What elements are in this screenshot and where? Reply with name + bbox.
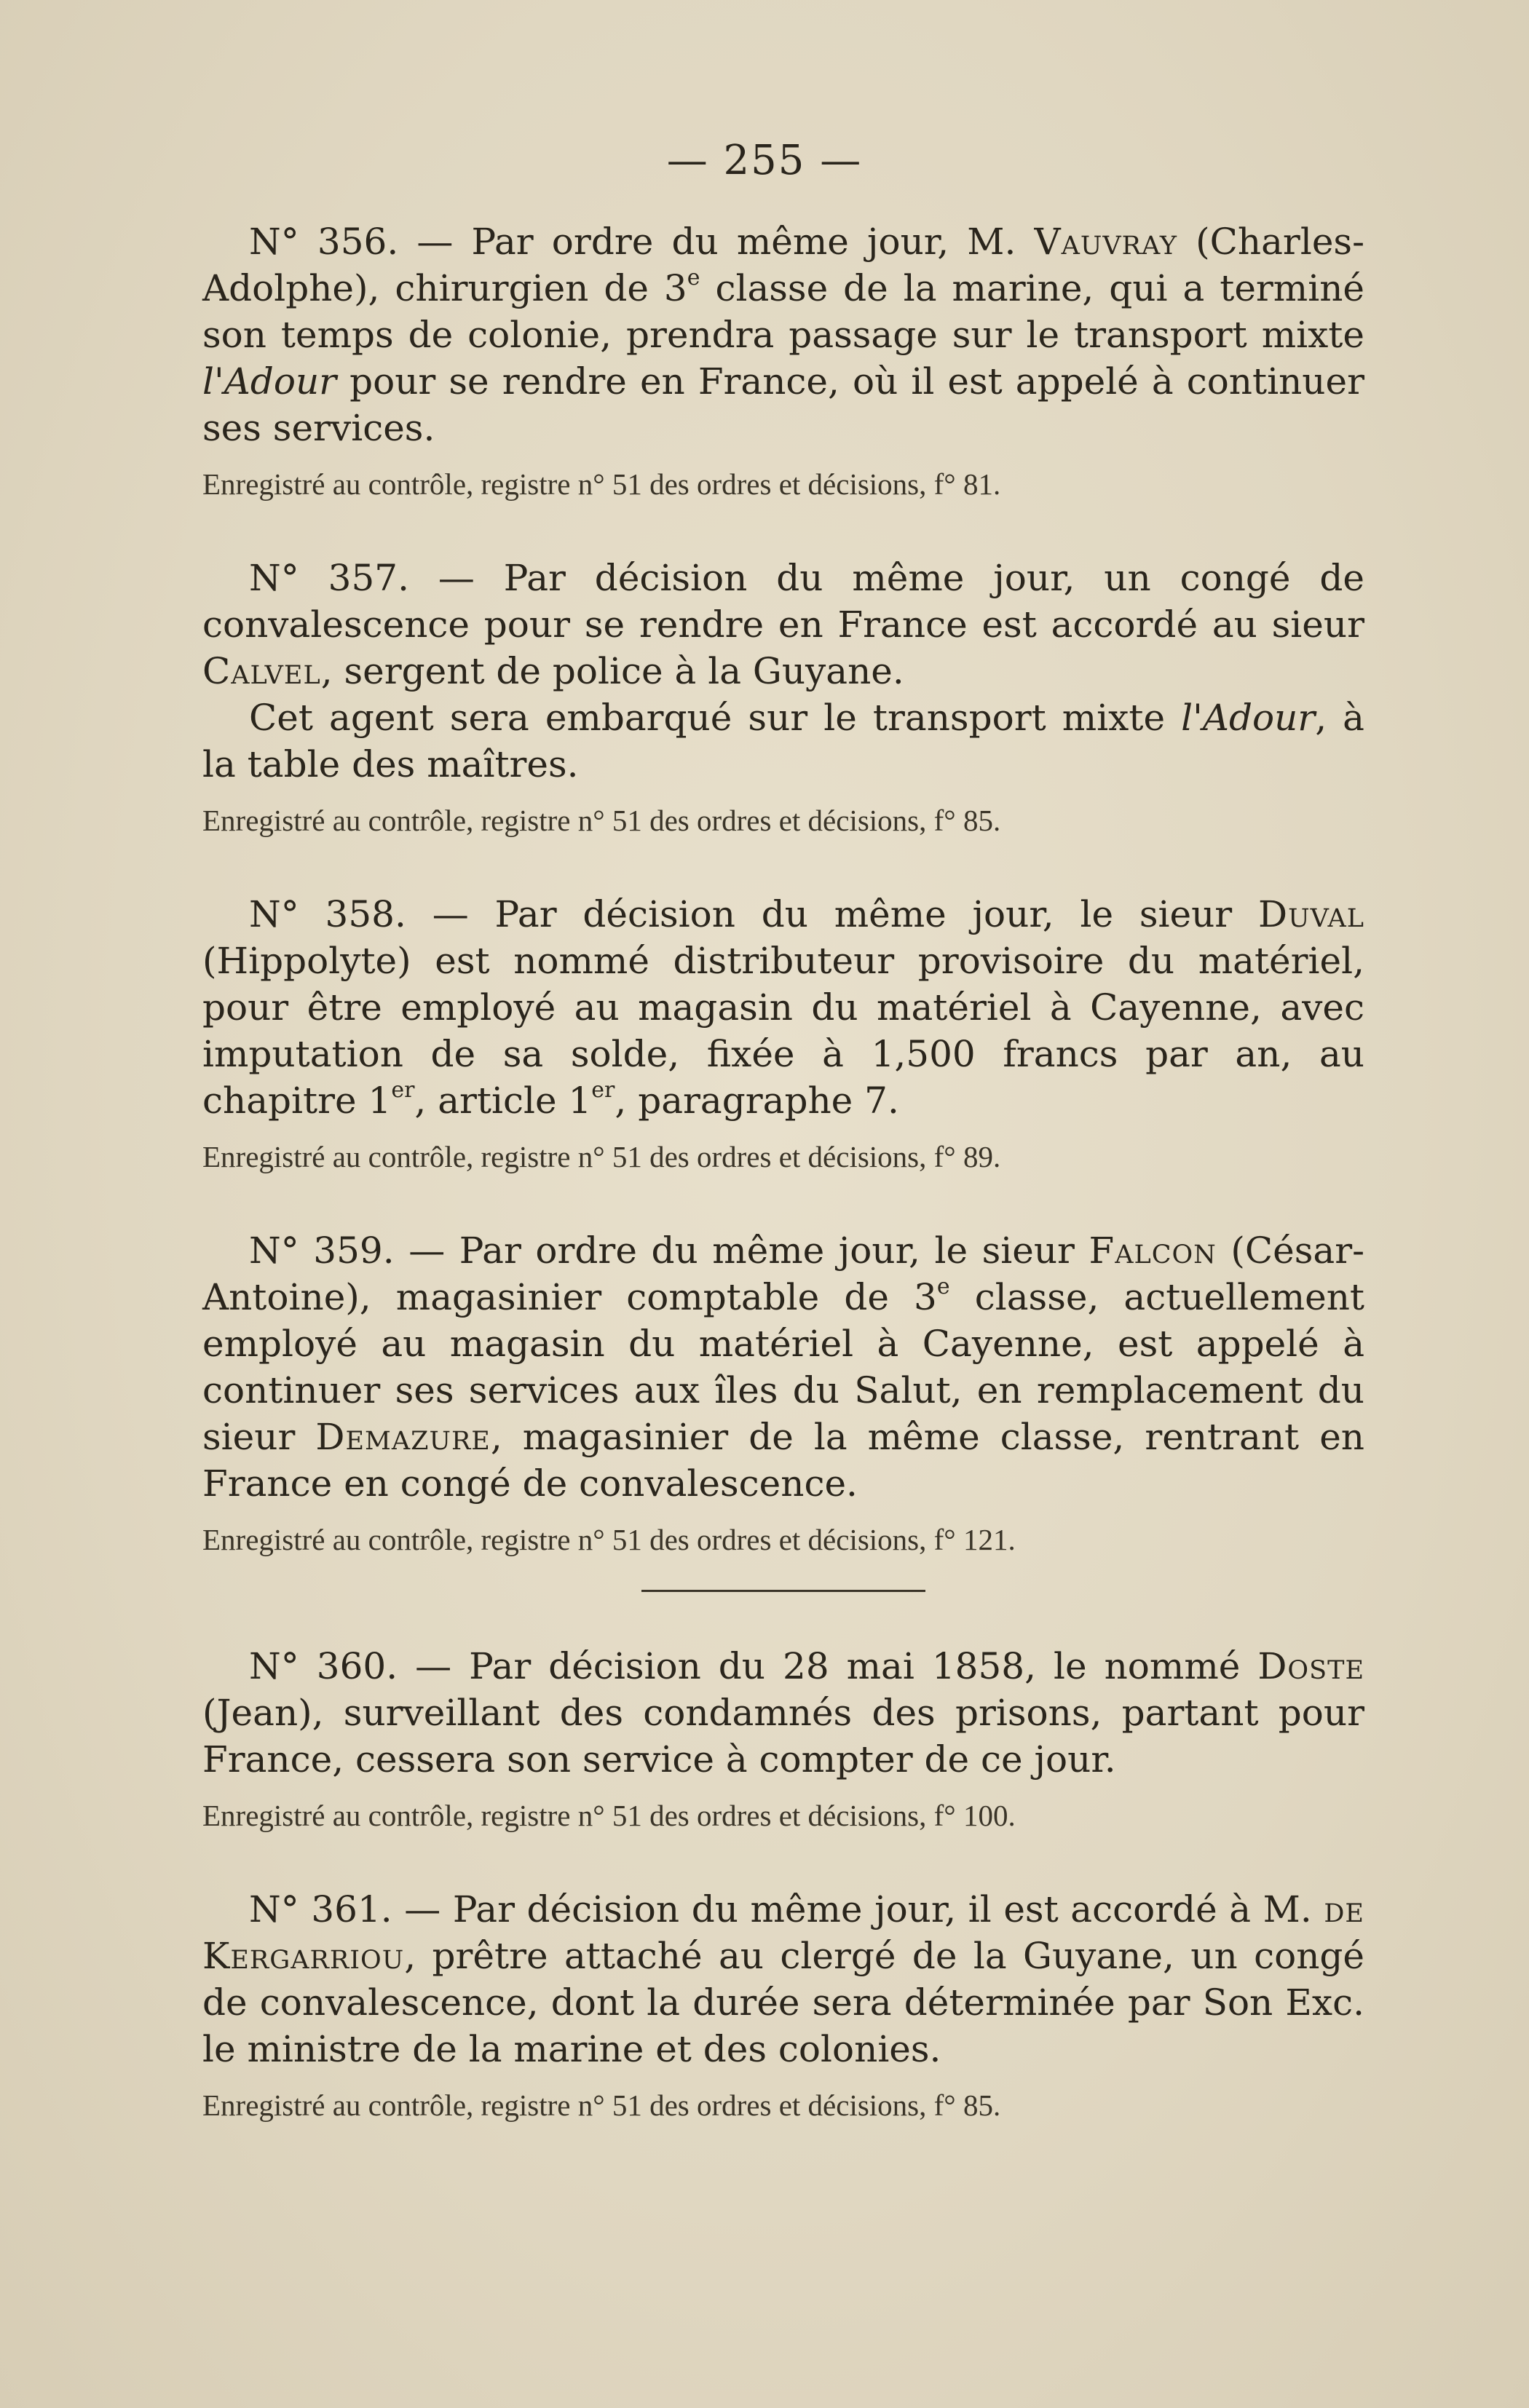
- entries-container: [202, 218, 1364, 2176]
- person-name: Doste: [1257, 1645, 1364, 1687]
- superscript-text: e: [936, 1274, 950, 1300]
- entry-dash: —: [398, 1645, 470, 1687]
- text-run: , à la table des maîtres.: [202, 697, 1364, 785]
- person-name: de Kergarriou: [202, 1888, 1364, 1977]
- entry-359: [202, 1227, 1364, 1561]
- entry-dash: —: [392, 1888, 453, 1930]
- entry-text: [202, 891, 1364, 1124]
- text-run: , article 1: [414, 1080, 592, 1122]
- text-run: Par ordre du même jour, le sieur: [459, 1229, 1089, 1272]
- entry-number: N° 356.: [249, 221, 399, 263]
- text-run: classe, actuellement employé au magasin du matériel à Cayenne, est appelé à continuer ses services aux îles du Salut, en remplacement du sieur: [202, 1276, 1365, 1458]
- ship-name: l'Adour: [202, 360, 337, 403]
- text-run: Par décision du même jour, un congé de convalescence pour se rendre en France est accordé au sieur: [202, 557, 1364, 646]
- text-run: classe de la marine, qui a terminé son temps de colonie, prendra passage sur le transport mixte: [202, 267, 1364, 356]
- entry-number: N° 361.: [249, 1888, 392, 1930]
- entry-text: [202, 1886, 1364, 2072]
- entry-357: [202, 555, 1364, 841]
- text-run: Cet agent sera embarqué sur le transport mixte: [249, 697, 1182, 739]
- entry-dash: —: [408, 557, 504, 599]
- text-run: (César-Antoine), magasinier comptable de 3: [202, 1229, 1364, 1318]
- entry-runs: [202, 697, 1364, 785]
- entry-continuation: [202, 694, 1364, 788]
- entry-dash: —: [398, 221, 472, 263]
- text-run: , prêtre attaché au clergé de la Guyane, un congé de convalescence, dont la durée sera déterminée par Son Exc. le ministre de la marine et des colonies.: [202, 1935, 1364, 2070]
- entry-361: [202, 1886, 1364, 2126]
- text-run: Par décision du 28 mai 1858, le nommé: [469, 1645, 1258, 1687]
- person-name: Falcon: [1089, 1229, 1217, 1272]
- entry-text: [202, 218, 1364, 451]
- text-run: (Hippolyte) est nommé distributeur provisoire du matériel, pour être employé au magasin du matériel à Cayenne, avec imputation de sa solde, fixée à 1,500 francs par an, au chapitre 1: [202, 940, 1364, 1122]
- person-name: Demazure: [315, 1416, 491, 1458]
- entry-number: N° 359.: [249, 1229, 395, 1272]
- entry-358: [202, 891, 1364, 1178]
- entry-text: [202, 1227, 1364, 1507]
- entry-number: N° 358.: [249, 893, 406, 935]
- person-name: Calvel: [202, 650, 321, 692]
- entry-dash: —: [394, 1229, 459, 1272]
- entry-number: N° 357.: [249, 557, 409, 599]
- superscript-text: er: [591, 1077, 615, 1104]
- text-run: Par décision du même jour, le sieur: [494, 893, 1258, 935]
- registration-note: Enregistré au contrôle, registre n° 51 des ordres et décisions, f° 81.: [202, 467, 1001, 501]
- page-number: — 255 —: [666, 137, 863, 184]
- registration-note: Enregistré au contrôle, registre n° 51 des ordres et décisions, f° 100.: [202, 1799, 1016, 1832]
- entry-text: [202, 555, 1364, 694]
- ship-name: l'Adour: [1181, 697, 1316, 739]
- registration-note: Enregistré au contrôle, registre n° 51 des ordres et décisions, f° 89.: [202, 1140, 1001, 1173]
- registration-note: Enregistré au contrôle, registre n° 51 des ordres et décisions, f° 121.: [202, 1523, 1016, 1556]
- section-divider: [641, 1590, 925, 1592]
- entry-number: N° 360.: [249, 1645, 398, 1687]
- registration-note: Enregistré au contrôle, registre n° 51 des ordres et décisions, f° 85.: [202, 804, 1001, 837]
- person-name: Vauvray: [1034, 221, 1177, 263]
- entry-dash: —: [406, 893, 495, 935]
- entry-360: [202, 1643, 1364, 1837]
- text-run: , magasinier de la même classe, rentrant en France en congé de convalescence.: [202, 1416, 1364, 1505]
- text-run: pour se rendre en France, où il est appelé à continuer ses services.: [202, 360, 1364, 449]
- text-run: Par décision du même jour, il est accordé à M.: [452, 1888, 1324, 1930]
- text-run: , paragraphe 7.: [615, 1080, 899, 1122]
- person-name: Duval: [1258, 893, 1365, 935]
- text-run: (Jean), surveillant des condamnés des prisons, partant pour France, cessera son service à compter de ce jour.: [202, 1692, 1364, 1781]
- text-run: (Charles-Adolphe), chirurgien de 3: [202, 221, 1364, 309]
- text-run: , sergent de police à la Guyane.: [320, 650, 904, 692]
- entry-text: [202, 1643, 1364, 1783]
- entry-356: [202, 218, 1364, 505]
- text-run: Par ordre du même jour, M.: [471, 221, 1035, 263]
- superscript-text: er: [391, 1077, 415, 1104]
- registration-note: Enregistré au contrôle, registre n° 51 des ordres et décisions, f° 85.: [202, 2088, 1001, 2122]
- superscript-text: e: [687, 265, 700, 291]
